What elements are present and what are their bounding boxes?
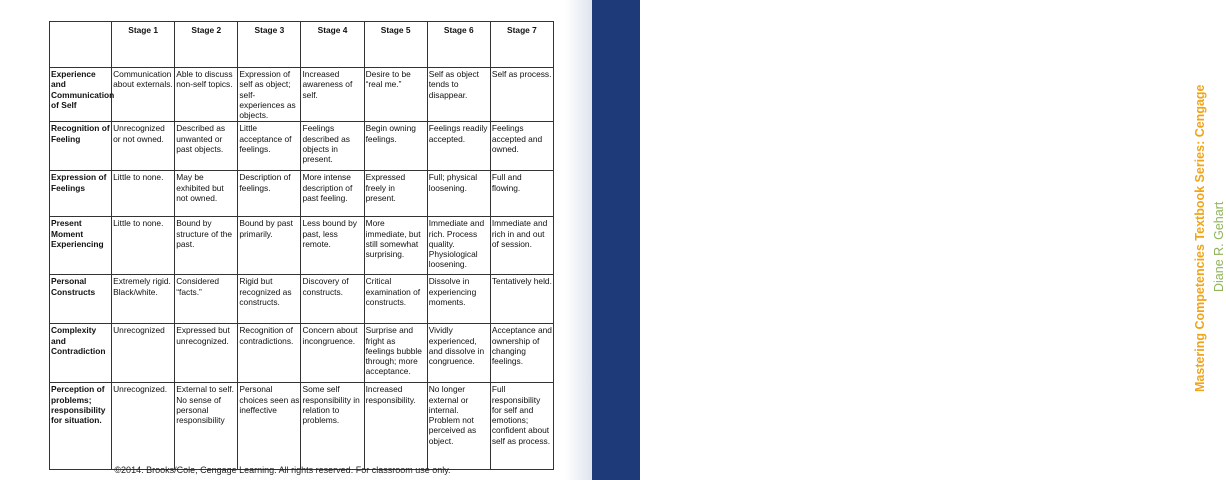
table-row	[50, 68, 554, 122]
table-cell: Full responsibility for self and emotions; confident about self as process.	[490, 383, 553, 470]
table-cell: More immediate, but still somewhat surprising.	[364, 217, 427, 275]
table-cell: Tentatively held.	[490, 275, 553, 324]
table-cell: Little acceptance of feelings.	[238, 122, 301, 171]
table-cell: No longer external or internal. Problem not perceived as object.	[427, 383, 490, 470]
row-label: Expression of Feelings	[50, 171, 112, 217]
table-cell: Bound by structure of the past.	[175, 217, 238, 275]
table-cell: More intense description of past feeling.	[301, 171, 364, 217]
table-cell: Feelings described as objects in present.	[301, 122, 364, 171]
table-cell: Extremely rigid. Black/white.	[112, 275, 175, 324]
table-cell: Self as process.	[490, 68, 553, 122]
table-cell: Surprise and fright as feelings bubble through; more acceptance.	[364, 324, 427, 383]
table-row	[50, 122, 554, 171]
row-label: Experience and Communication of Self	[50, 68, 112, 122]
table-cell: Discovery of constructs.	[301, 275, 364, 324]
header-cell-empty	[50, 22, 112, 68]
table-cell: Unrecognized	[112, 324, 175, 383]
table-cell: Some self responsibility in relation to problems.	[301, 383, 364, 470]
table-row	[50, 171, 554, 217]
series-title: Mastering Competencies Textbook Series: Cengage	[1193, 84, 1207, 392]
table-cell: Bound by past primarily.	[238, 217, 301, 275]
table-cell: Unrecognized or not owned.	[112, 122, 175, 171]
table-cell: Description of feelings.	[238, 171, 301, 217]
header-stage-7: Stage 7	[490, 22, 553, 68]
header-stage-5: Stage 5	[364, 22, 427, 68]
table-cell: Immediate and rich in and out of session.	[490, 217, 553, 275]
sidebar	[592, 0, 1226, 480]
table-cell: Concern about incongruence.	[301, 324, 364, 383]
table-cell: Vividly experienced, and dissolve in congruence.	[427, 324, 490, 383]
header-stage-2: Stage 2	[175, 22, 238, 68]
table-cell: Described as unwanted or past objects.	[175, 122, 238, 171]
table-cell: Immediate and rich. Process quality. Physiological loosening.	[427, 217, 490, 275]
row-label: Present Moment Experiencing	[50, 217, 112, 275]
table-cell: Expressed freely in present.	[364, 171, 427, 217]
table-cell: Full and flowing.	[490, 171, 553, 217]
table-cell: Personal choices seen as ineffective	[238, 383, 301, 470]
header-stage-1: Stage 1	[112, 22, 175, 68]
table-cell: Considered “facts.”	[175, 275, 238, 324]
table-cell: Able to discuss non-self topics.	[175, 68, 238, 122]
table-header-row	[50, 22, 554, 68]
table-cell: Begin owning feelings.	[364, 122, 427, 171]
header-stage-6: Stage 6	[427, 22, 490, 68]
table-cell: Less bound by past, less remote.	[301, 217, 364, 275]
table-cell: Increased responsibility.	[364, 383, 427, 470]
table-cell: Critical examination of constructs.	[364, 275, 427, 324]
author-name: Diane R. Gehart	[1212, 201, 1226, 292]
table-cell: Communication about externals.	[112, 68, 175, 122]
table-row	[50, 383, 554, 470]
table-cell: Self as object tends to disappear.	[427, 68, 490, 122]
sidebar-fade	[565, 0, 592, 480]
table-cell: Desire to be “real me.”	[364, 68, 427, 122]
table-cell: Feelings readily accepted.	[427, 122, 490, 171]
table-cell: Unrecognized.	[112, 383, 175, 470]
header-stage-3: Stage 3	[238, 22, 301, 68]
table-cell: Feelings accepted and owned.	[490, 122, 553, 171]
row-label: Recognition of Feeling	[50, 122, 112, 171]
stages-table	[49, 21, 554, 470]
table-cell: Full; physical loosening.	[427, 171, 490, 217]
table-row	[50, 275, 554, 324]
copyright-footer: ©2014. Brooks/Cole, Cengage Learning. All rights reserved. For classroom use only.	[114, 465, 451, 475]
table-cell: Expressed but unrecognized.	[175, 324, 238, 383]
table-cell: External to self. No sense of personal responsibility	[175, 383, 238, 470]
table-cell: Recognition of contradictions.	[238, 324, 301, 383]
header-stage-4: Stage 4	[301, 22, 364, 68]
table-cell: Little to none.	[112, 217, 175, 275]
table-cell: Acceptance and ownership of changing feelings.	[490, 324, 553, 383]
row-label: Perception of problems; responsibility for situation.	[50, 383, 112, 470]
table-cell: Little to none.	[112, 171, 175, 217]
table-cell: Rigid but recognized as constructs.	[238, 275, 301, 324]
table-cell: Expression of self as object; self-experiences as objects.	[238, 68, 301, 122]
table-cell: May be exhibited but not owned.	[175, 171, 238, 217]
table-cell: Dissolve in experiencing moments.	[427, 275, 490, 324]
table-row	[50, 324, 554, 383]
row-label: Complexity and Contradiction	[50, 324, 112, 383]
table-cell: Increased awareness of self.	[301, 68, 364, 122]
row-label: Personal Constructs	[50, 275, 112, 324]
table-row	[50, 217, 554, 275]
